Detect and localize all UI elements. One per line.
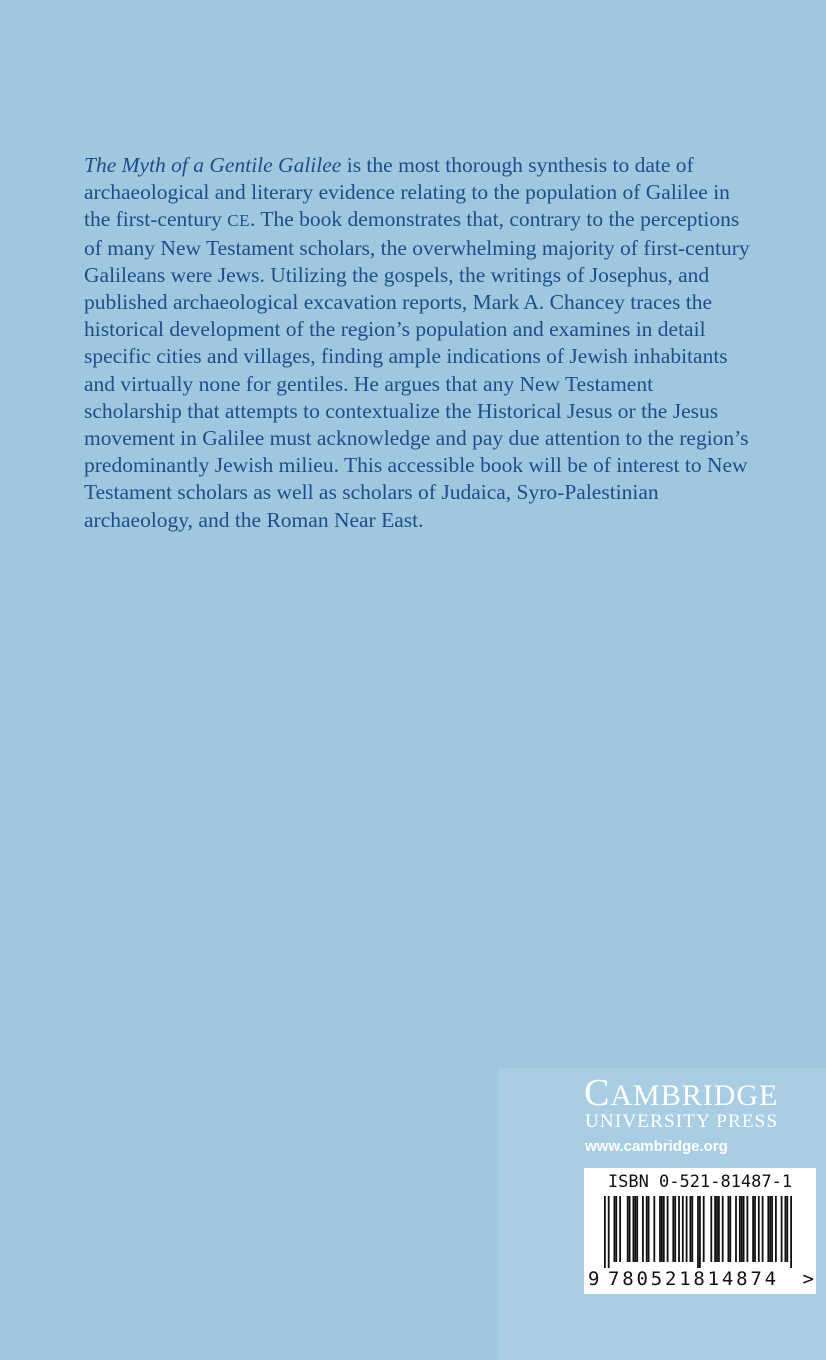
barcode-bar [604, 1196, 606, 1268]
barcode-bar [785, 1196, 787, 1262]
barcode-bar [661, 1196, 663, 1262]
publisher-subtitle: UNIVERSITY PRESS [585, 1111, 779, 1132]
barcode-bar [634, 1196, 636, 1262]
barcode-bar [678, 1196, 680, 1262]
barcode-bar [743, 1196, 745, 1262]
barcode-bar [646, 1196, 648, 1262]
barcode-bar [642, 1196, 644, 1262]
book-title: The Myth of a Gentile Galilee [84, 153, 342, 177]
barcode-bar [629, 1196, 631, 1262]
barcode-bar [697, 1196, 699, 1268]
barcode-bar [758, 1196, 760, 1262]
barcode-arrow: > [802, 1268, 814, 1290]
back-cover-blurb [84, 152, 756, 534]
barcode-bar [710, 1196, 712, 1262]
barcode-bar [739, 1196, 741, 1262]
barcode-bar [636, 1196, 638, 1262]
blurb-text-2: . The book demonstrates that, contrary to the perceptions of many New Testament scholars, the overwhelming majority of first-century Galileans were Jews. Utilizing the gospels, the writings of Josephus, and published archaeological excavation reports, Mark A. Chancey traces the historical development of the region’s population and examines in detail specific cities and villages, finding ample indications of Jewish inhabitants and virtually none for gentiles. He argues that any New Testament scholarship that attempts to contextualize the Historical Jesus or the Jesus movement in Galilee must acknowledge and pay due attention to the region’s predominantly Jewish milieu. This accessible book will be of interest to New Testament scholars as well as scholars of Judaica, Syro-Palestinian archaeology, and the Roman Near East. [84, 207, 750, 532]
barcode-bar [691, 1196, 693, 1262]
barcode-bar [614, 1196, 616, 1262]
barcode-bar [752, 1196, 754, 1262]
publisher-logo [584, 1072, 779, 1114]
barcode-main-digits: 780521814874 [608, 1268, 779, 1290]
barcode-bar [699, 1196, 701, 1268]
barcode-bar [686, 1196, 688, 1262]
publisher-name: AMBRIDGE [610, 1079, 779, 1112]
barcode-digits [584, 1268, 816, 1290]
barcode-bar [663, 1196, 665, 1262]
barcode-bar [690, 1196, 692, 1262]
barcode-bar [786, 1196, 788, 1262]
barcode-bar [754, 1196, 756, 1262]
barcode-bar [674, 1196, 676, 1262]
barcode-bar [728, 1196, 730, 1262]
publisher-panel [498, 1068, 826, 1360]
barcode-bar [790, 1196, 792, 1268]
barcode-bar [729, 1196, 731, 1262]
barcode-bar [716, 1196, 718, 1262]
barcode-bar [648, 1196, 650, 1262]
barcode-bar [741, 1196, 743, 1262]
barcode-bar [608, 1196, 610, 1268]
barcode-bar [762, 1196, 764, 1262]
barcode-bar [718, 1196, 720, 1262]
barcode-lead-digit: 9 [588, 1268, 600, 1290]
barcode-bar [771, 1196, 773, 1262]
barcode-icon [604, 1196, 794, 1268]
barcode-bar [767, 1196, 769, 1262]
barcode-bar [775, 1196, 777, 1262]
barcode-bar [667, 1196, 669, 1262]
publisher-website: www.cambridge.org [585, 1138, 728, 1155]
barcode-bar [659, 1196, 661, 1262]
isbn-label: ISBN 0-521-81487-1 [607, 1172, 793, 1192]
barcode-bar [735, 1196, 737, 1262]
barcode-bar [633, 1196, 635, 1262]
blurb-era: CE [227, 211, 251, 231]
barcode-bar [682, 1196, 684, 1262]
barcode-bar [703, 1196, 705, 1262]
barcode-box [584, 1168, 816, 1294]
publisher-initial: C [584, 1072, 611, 1114]
barcode-bar [781, 1196, 783, 1262]
barcode-bar [769, 1196, 771, 1262]
barcode-bar [627, 1196, 629, 1262]
barcode-bar [714, 1196, 716, 1262]
barcode-bar [619, 1196, 621, 1262]
barcode-bar [722, 1196, 724, 1262]
barcode-bar [747, 1196, 749, 1262]
barcode-bar [672, 1196, 674, 1262]
blurb-text-1: is the most thorough synthesis to date of archaeological and literary evidence relating to the population of Galilee in the first-century [84, 153, 730, 232]
barcode-bar [653, 1196, 655, 1262]
barcode-bar [615, 1196, 617, 1262]
